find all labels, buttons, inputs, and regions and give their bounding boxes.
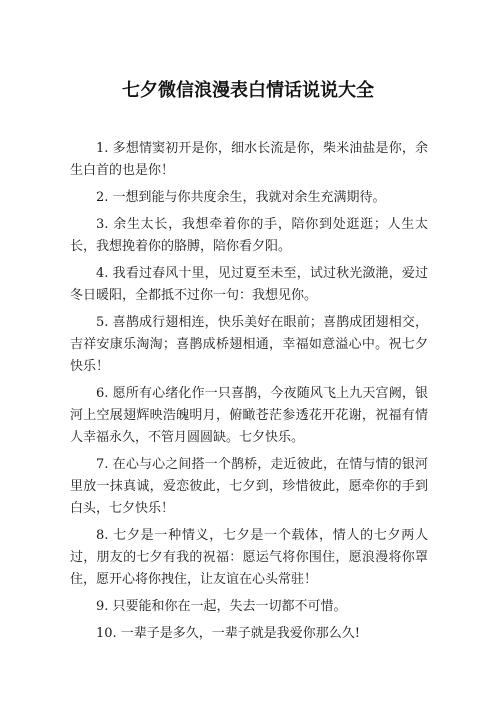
document-title: 七夕微信浪漫表白情话说说大全 <box>122 80 374 101</box>
document-body <box>70 138 428 650</box>
paragraph-8: 8. 七夕是一种情义，七夕是一个载体，情人的七夕两人过，朋友的七夕有我的祝福：愿运气将你围住，愿浪漫将你罩住，愿开心将你拽住，让友谊在心头常驻！ <box>70 528 428 587</box>
paragraph-1: 1. 多想情窦初开是你，细水长流是你，柴米油盐是你，余生白首的也是你！ <box>70 141 428 178</box>
paragraph-10: 10. 一辈子是多久，一辈子就是我爱你那么久! <box>96 626 361 641</box>
paragraph-7: 7. 在心与心之间搭一个鹊桥，走近彼此，在情与情的银河里放一抹真诚，爱恋彼此，七夕到，珍惜彼此，愿牵你的手到白头，七夕快乐！ <box>70 457 428 516</box>
paragraph-6: 6. 愿所有心绪化作一只喜鹊，今夜随风飞上九天宫阙，银河上空展翅辉映浩魄明月，俯瞰苍茫参透花开花谢，祝福有情人幸福永久，不管月圆圆缺。七夕快乐。 <box>70 386 428 445</box>
paragraph-5: 5. 喜鹊成行翅相连，快乐美好在眼前；喜鹊成团翅相交，吉祥安康乐淘淘；喜鹊成桥翅相通，幸福如意溢心中。祝七夕快乐！ <box>70 315 428 374</box>
paragraph-4: 4. 我看过春风十里，见过夏至未至，试过秋光潋滟，爱过冬日暖阳，全都抵不过你一句：我想见你。 <box>70 266 428 303</box>
paragraph-2: 2. 一想到能与你共度余生，我就对余生充满期待。 <box>96 190 386 205</box>
paragraph-9: 9. 只要能和你在一起，失去一切都不可惜。 <box>96 599 347 614</box>
paragraph-3: 3. 余生太长，我想牵着你的手，陪你到处逛逛；人生太长，我想挽着你的胳膊，陪你看夕阳。 <box>70 217 428 254</box>
